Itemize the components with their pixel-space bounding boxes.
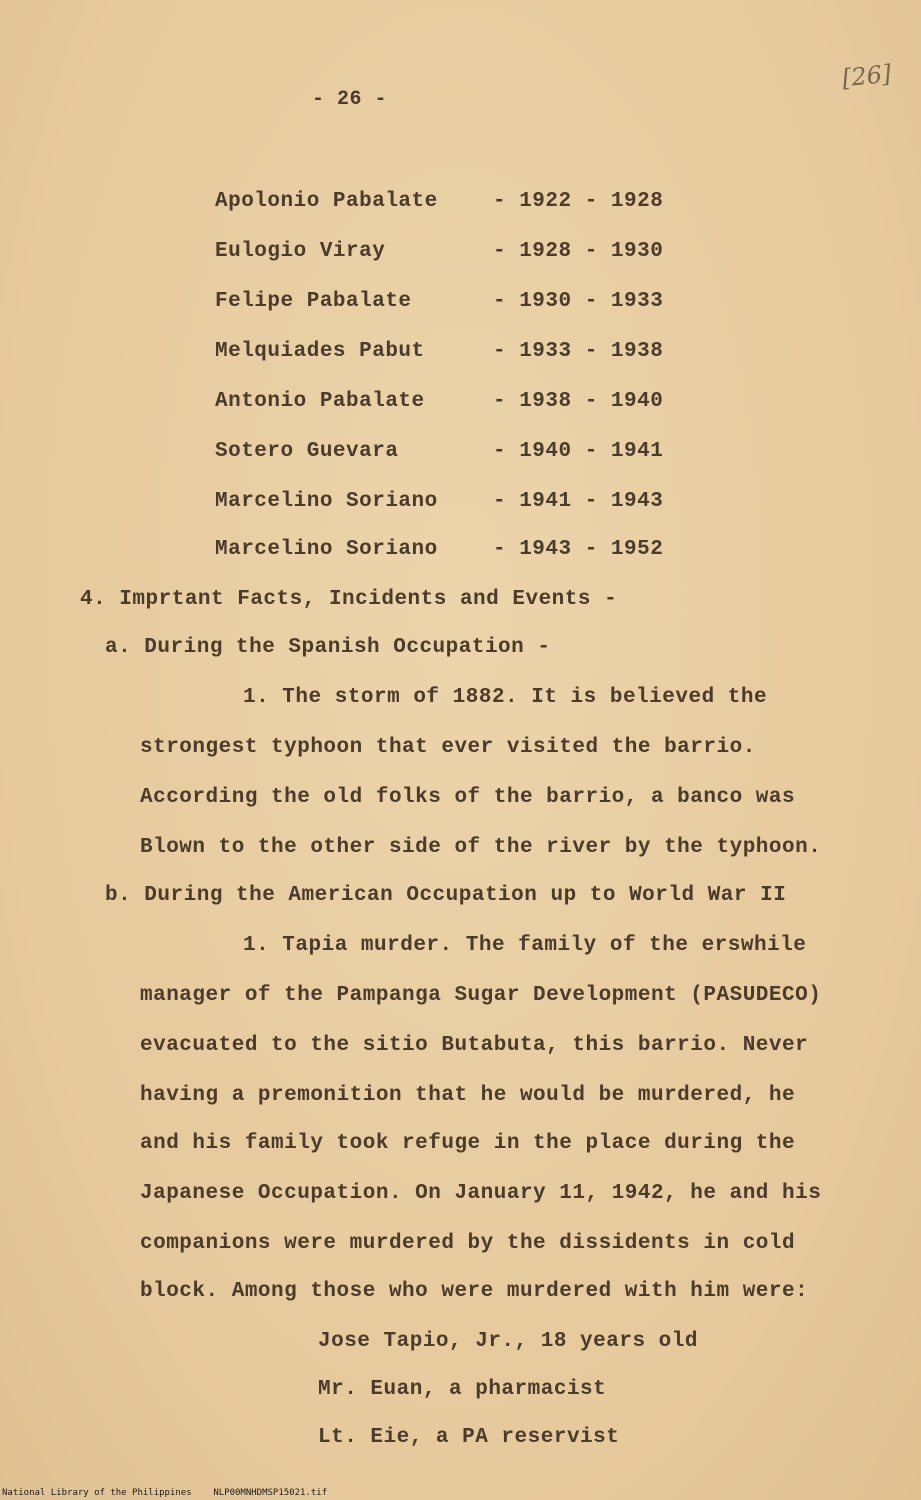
official-years: - 1922 - 1928	[493, 190, 664, 213]
paragraph-line: strongest typhoon that ever visited the barrio.	[140, 736, 756, 759]
official-years: - 1928 - 1930	[493, 240, 664, 263]
official-name: Antonio Pabalate	[215, 390, 425, 413]
paragraph-line: manager of the Pampanga Sugar Development (PASUDECO)	[140, 984, 822, 1007]
official-name: Sotero Guevara	[215, 440, 399, 463]
official-name: Marcelino Soriano	[215, 538, 438, 561]
paragraph-line: 1. The storm of 1882. It is believed the	[243, 686, 768, 709]
official-name: Apolonio Pabalate	[215, 190, 438, 213]
paragraph-line: having a premonition that he would be murdered, he	[140, 1084, 796, 1107]
spanish-occupation-heading: a. During the Spanish Occupation -	[105, 636, 551, 659]
victim-entry: Lt. Eie, a PA reservist	[318, 1426, 620, 1449]
official-years: - 1930 - 1933	[493, 290, 664, 313]
paragraph-line: companions were murdered by the dissidents in cold	[140, 1232, 796, 1255]
official-name: Felipe Pabalate	[215, 290, 412, 313]
folio-mark: [26]	[840, 59, 893, 93]
official-years: - 1938 - 1940	[493, 390, 664, 413]
page-number: - 26 -	[312, 88, 388, 111]
paragraph-line: 1. Tapia murder. The family of the erswhile	[243, 934, 807, 957]
official-years: - 1943 - 1952	[493, 538, 664, 561]
archive-footer: National Library of the Philippines NLP00MNHDMSP15021.tif	[2, 1488, 328, 1498]
official-name: Melquiades Pabut	[215, 340, 425, 363]
official-years: - 1940 - 1941	[493, 440, 664, 463]
section-heading: 4. Imprtant Facts, Incidents and Events -	[80, 588, 618, 611]
paragraph-line: Blown to the other side of the river by the typhoon.	[140, 836, 822, 859]
american-occupation-heading: b. During the American Occupation up to World War II	[105, 884, 787, 907]
official-name: Eulogio Viray	[215, 240, 386, 263]
official-name: Marcelino Soriano	[215, 490, 438, 513]
official-years: - 1941 - 1943	[493, 490, 664, 513]
paragraph-line: block. Among those who were murdered with him were:	[140, 1280, 809, 1303]
victim-entry: Jose Tapio, Jr., 18 years old	[318, 1330, 698, 1353]
paragraph-line: According the old folks of the barrio, a banco was	[140, 786, 796, 809]
paragraph-line: and his family took refuge in the place during the	[140, 1132, 796, 1155]
paragraph-line: evacuated to the sitio Butabuta, this barrio. Never	[140, 1034, 809, 1057]
paragraph-line: Japanese Occupation. On January 11, 1942, he and his	[140, 1182, 822, 1205]
official-years: - 1933 - 1938	[493, 340, 664, 363]
victim-entry: Mr. Euan, a pharmacist	[318, 1378, 607, 1401]
